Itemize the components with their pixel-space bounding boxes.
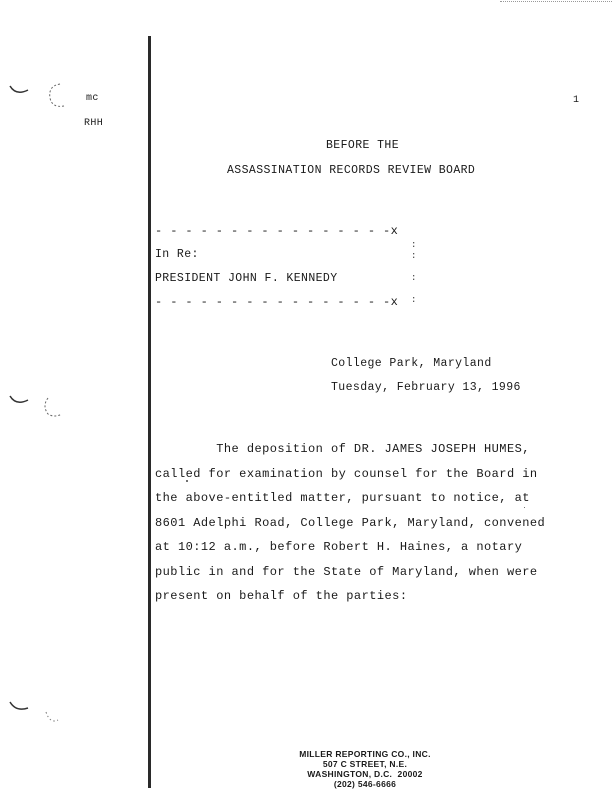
binder-hole-top-icon bbox=[8, 80, 78, 120]
caption-in-re: In Re: bbox=[155, 248, 199, 261]
scan-speck bbox=[186, 480, 188, 482]
reporting-company-footer bbox=[270, 749, 460, 789]
footer-phone: (202) 546-6666 bbox=[333, 779, 397, 789]
caption-case-name: PRESIDENT JOHN F. KENNEDY bbox=[155, 272, 338, 285]
left-margin-rule bbox=[148, 36, 151, 788]
reporter-initials-mc: mc bbox=[86, 93, 99, 104]
binder-hole-mark-middle bbox=[8, 390, 78, 430]
title-line-1: BEFORE THE bbox=[326, 139, 400, 152]
location-date: Tuesday, February 13, 1996 bbox=[331, 381, 521, 394]
footer-city: WASHINGTON, D.C. 20002 bbox=[307, 769, 423, 779]
caption-top-border: - - - - - - - - - - - - - - - -x bbox=[155, 224, 399, 238]
page-number: 1 bbox=[573, 95, 580, 106]
deposition-body bbox=[155, 442, 595, 614]
reporter-initials-rhh: RHH bbox=[84, 118, 104, 129]
body-line: public in and for the State of Maryland, when were bbox=[155, 564, 538, 579]
body-line: 8601 Adelphi Road, College Park, Maryland, convened bbox=[155, 515, 546, 530]
body-line: present on behalf of the parties: bbox=[155, 589, 408, 603]
scan-speck bbox=[524, 507, 525, 508]
footer-company: MILLER REPORTING CO., INC. bbox=[299, 749, 431, 759]
top-edge-rule bbox=[500, 1, 612, 2]
binder-hole-middle-icon bbox=[8, 390, 78, 430]
body-line: called for examination by counsel for the Board in bbox=[155, 466, 538, 481]
footer-street: 507 C STREET, N.E. bbox=[322, 759, 408, 769]
binder-hole-bottom-icon bbox=[8, 698, 78, 738]
body-line: the above-entitled matter, pursuant to notice, at bbox=[155, 491, 530, 505]
binder-hole-mark-bottom bbox=[8, 698, 78, 738]
caption-colon-column: : : : : bbox=[411, 240, 417, 305]
body-line: The deposition of DR. JAMES JOSEPH HUMES, bbox=[155, 442, 530, 456]
location-place: College Park, Maryland bbox=[331, 357, 492, 370]
title-line-2: ASSASSINATION RECORDS REVIEW BOARD bbox=[227, 164, 476, 177]
caption-bottom-border: - - - - - - - - - - - - - - - -x bbox=[155, 295, 399, 309]
body-line: at 10:12 a.m., before Robert H. Haines, a notary bbox=[155, 540, 523, 554]
binder-hole-mark-top bbox=[8, 80, 78, 120]
